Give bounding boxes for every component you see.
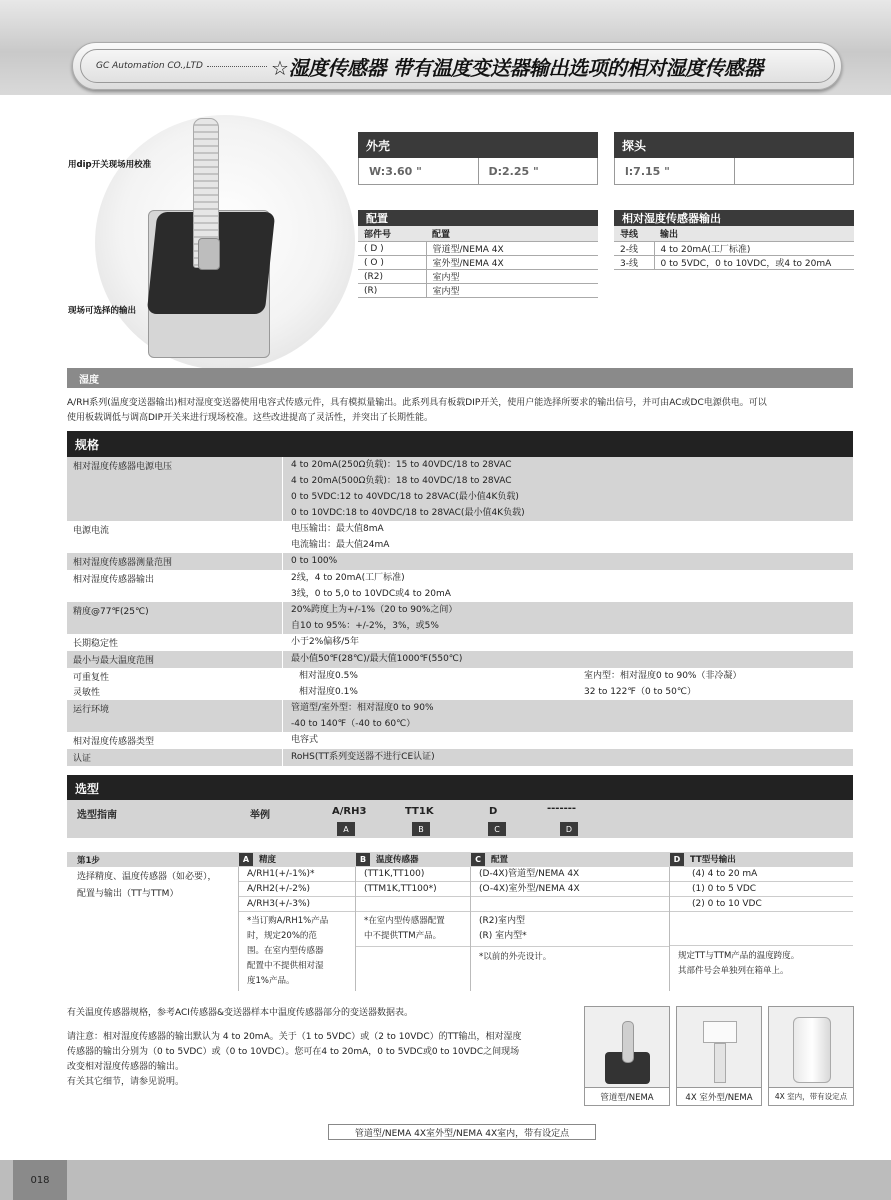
- letter-a: A: [337, 822, 355, 836]
- selection-section-title: 选型: [67, 775, 853, 801]
- table-row: ( D ) 管道型/NEMA 4X: [358, 242, 598, 256]
- output-note: 请注意：相对湿度传感器的输出默认为 4 to 20mA。关于（1 to 5VDC）或（2 to 10VDC）的TT输出，相对湿度 传感器的输出分别为（0 to 5VDC）或（0 to 10VDC）。您可在4 to 20mA，0 to 5VDC或0 to 10VDC之间现场 改变相对湿度传感器的输出。 有关其它细节，请参见说明。: [67, 1032, 522, 1087]
- probe-length: l:7.15 ": [615, 158, 735, 184]
- letter-d: D: [560, 822, 578, 836]
- rh-output-title: 相对湿度传感器输出: [614, 210, 854, 226]
- photo-indoor: [768, 1006, 854, 1106]
- photo-duct-caption: 管道型/NEMA: [585, 1087, 669, 1105]
- config-table: [358, 226, 598, 298]
- specs-section-title: 规格: [67, 431, 853, 457]
- step-table: [67, 852, 853, 991]
- page-number: 018: [13, 1160, 67, 1200]
- company-name: GC Automation CO.,LTD: [96, 61, 203, 71]
- table-row: 相对湿度传感器测量范围 0 to 100%: [67, 553, 853, 570]
- housing-depth: D:2.25 ": [488, 164, 539, 178]
- table-row: (R2) 室内型: [358, 270, 598, 284]
- code-b: TT1K: [405, 806, 434, 817]
- step1-label: 第1步: [77, 855, 100, 866]
- step-letter-b: B: [356, 853, 370, 866]
- table-row: 最小与最大温度范围 最小值50℉(28℃)/最大值1000℉(550℃): [67, 651, 853, 668]
- sensor-probe-base-image: [198, 238, 220, 270]
- config-title: 配置: [358, 210, 598, 226]
- rh-output-header-wire: 导线: [614, 226, 654, 242]
- probe-empty-cell: [735, 158, 854, 184]
- step1-description: 选择精度、温度传感器（如必要）， 配置与输出（TT与TTM）: [67, 867, 239, 991]
- table-row: 认证 RoHS(TT系列变送器不进行CE认证): [67, 749, 853, 766]
- table-row: 长期稳定性 小于2%偏移/5年: [67, 634, 853, 651]
- photo-outdoor: [676, 1006, 762, 1106]
- temp-sensor-column: (TT1K,TT100) (TTM1K,TT100*) *在室内型传感器配置 中不提供TTM产品。: [356, 867, 471, 991]
- config-box: [358, 210, 598, 298]
- humidity-description: A/RH系列(温度变送器输出)相对湿度变送器使用电容式传感元件，具有模拟量输出。此系列具有板载DIP开关，使用户能选择所要求的输出信号，并可由AC或DC电源供电。可以 使用板载调低与调高DIP开关来进行现场校准。这些改进提高了灵活性，并突出了长期性能。: [67, 398, 767, 423]
- photo-indoor-caption: 4X 室内，带有设定点: [769, 1087, 853, 1105]
- photos-caption: 管道型/NEMA 4X室外型/NEMA 4X室内，带有设定点: [328, 1124, 596, 1140]
- config-header-config: 配置: [426, 226, 598, 242]
- probe-title: 探头: [614, 132, 854, 158]
- housing-width: W:3.60 ": [359, 158, 479, 184]
- table-row: 相对湿度传感器电源电压 4 to 20mA(250Ω负载)：15 to 40VDC/18 to 28VAC 4 to 20mA(500Ω负载)：18 to 40VDC/18 to 28VAC 0 to 5VDC:12 to 40VDC/18 to 28VAC(最小值4K负载) 0 to 10VDC:18 to 40VDC/18 to 28VAC(最小值4K负载): [67, 457, 853, 521]
- footer-bar: [0, 1160, 891, 1200]
- rh-output-header-output: 输出: [654, 226, 854, 242]
- photo-duct: [584, 1006, 670, 1106]
- humidity-section-title: 湿度: [67, 368, 853, 388]
- code-c: D: [489, 806, 498, 817]
- rh-output-table: [614, 226, 854, 270]
- config-column: (D-4X)管道型/NEMA 4X (O-4X)室外型/NEMA 4X (R2)室内型 (R) 室内型* *以前的外壳设计。: [471, 867, 670, 991]
- step-letter-a: A: [239, 853, 253, 866]
- housing-title: 外壳: [358, 132, 598, 158]
- letter-b: B: [412, 822, 430, 836]
- label-dip-calibration: 用dip开关现场用校准: [68, 160, 152, 170]
- outdoor-probe-image: [714, 1043, 726, 1083]
- photo-outdoor-caption: 4X 室外型/NEMA: [677, 1087, 761, 1105]
- table-row: 可重复性 灵敏性 相对湿度0.5% 相对湿度0.1% 室内型：相对湿度0 to 90%（非冷凝） 32 to 122℉（0 to 50℃）: [67, 668, 853, 700]
- step-letter-c: C: [471, 853, 485, 866]
- table-row: 精度@77℉(25℃) 20%跨度上为+/-1%（20 to 90%之间） 自10 to 95%：+/-2%，3%，或5%: [67, 602, 853, 634]
- page-title: ☆湿度传感器 带有温度变送器输出选项的相对湿度传感器: [270, 55, 763, 80]
- code-d: -------: [547, 803, 577, 814]
- step-title-temp-sensor: 温度传感器: [376, 855, 419, 865]
- config-header-part: 部件号: [358, 226, 426, 242]
- code-a: A/RH3: [332, 806, 367, 817]
- outdoor-sensor-image: [703, 1021, 737, 1043]
- probe-box: [614, 132, 854, 185]
- table-row: 3-线 0 to 5VDC，0 to 10VDC，或4 to 20mA: [614, 256, 854, 270]
- precision-column: A/RH1(+/-1%)* A/RH2(+/-2%) A/RH3(+/-3%) *当订购A/RH1%产品 时，规定20%的范 围。在室内型传感器 配置中不提供相对湿 度1%产品。: [239, 867, 356, 991]
- tt-output-column: (4) 4 to 20 mA (1) 0 to 5 VDC (2) 0 to 10 VDC 规定TT与TTM产品的温度跨度。 其部件号会单独列在箱单上。: [670, 867, 853, 991]
- step-title-tt-output: TT型号输出: [690, 855, 736, 865]
- table-row: 相对湿度传感器输出 2线，4 to 20mA(工厂标准) 3线，0 to 5,0 to 10VDC或4 to 20mA: [67, 570, 853, 602]
- table-row: 运行环境 管道型/室外型：相对湿度0 to 90% -40 to 140℉（-40 to 60℃）: [67, 700, 853, 732]
- example-label: 举例: [250, 810, 270, 821]
- housing-box: [358, 132, 598, 185]
- step-letter-d: D: [670, 853, 684, 866]
- specs-table: [67, 457, 853, 766]
- selection-guide-label: 选型指南: [77, 810, 117, 821]
- dotted-separator: [207, 66, 267, 67]
- table-row: 相对湿度传感器类型 电容式: [67, 732, 853, 749]
- rh-output-box: [614, 210, 854, 270]
- table-row: 2-线 4 to 20mA(工厂标准): [614, 242, 854, 256]
- step-title-config: 配置: [491, 855, 509, 865]
- header-bar: [80, 49, 835, 83]
- selection-guide: [67, 800, 853, 838]
- step-title-precision: 精度: [259, 855, 277, 865]
- letter-c: C: [488, 822, 506, 836]
- table-row: (R) 室内型: [358, 284, 598, 298]
- reference-note: 有关温度传感器规格，参考ACI传感器&变送器样本中温度传感器部分的变送器数据表。: [67, 1008, 413, 1018]
- table-row: 电源电流 电压输出：最大值8mA 电流输出：最大值24mA: [67, 521, 853, 553]
- indoor-sensor-image: [793, 1017, 831, 1083]
- label-field-output: 现场可选择的输出: [68, 306, 137, 316]
- table-row: ( O ) 室外型/NEMA 4X: [358, 256, 598, 270]
- duct-probe-image: [622, 1021, 634, 1063]
